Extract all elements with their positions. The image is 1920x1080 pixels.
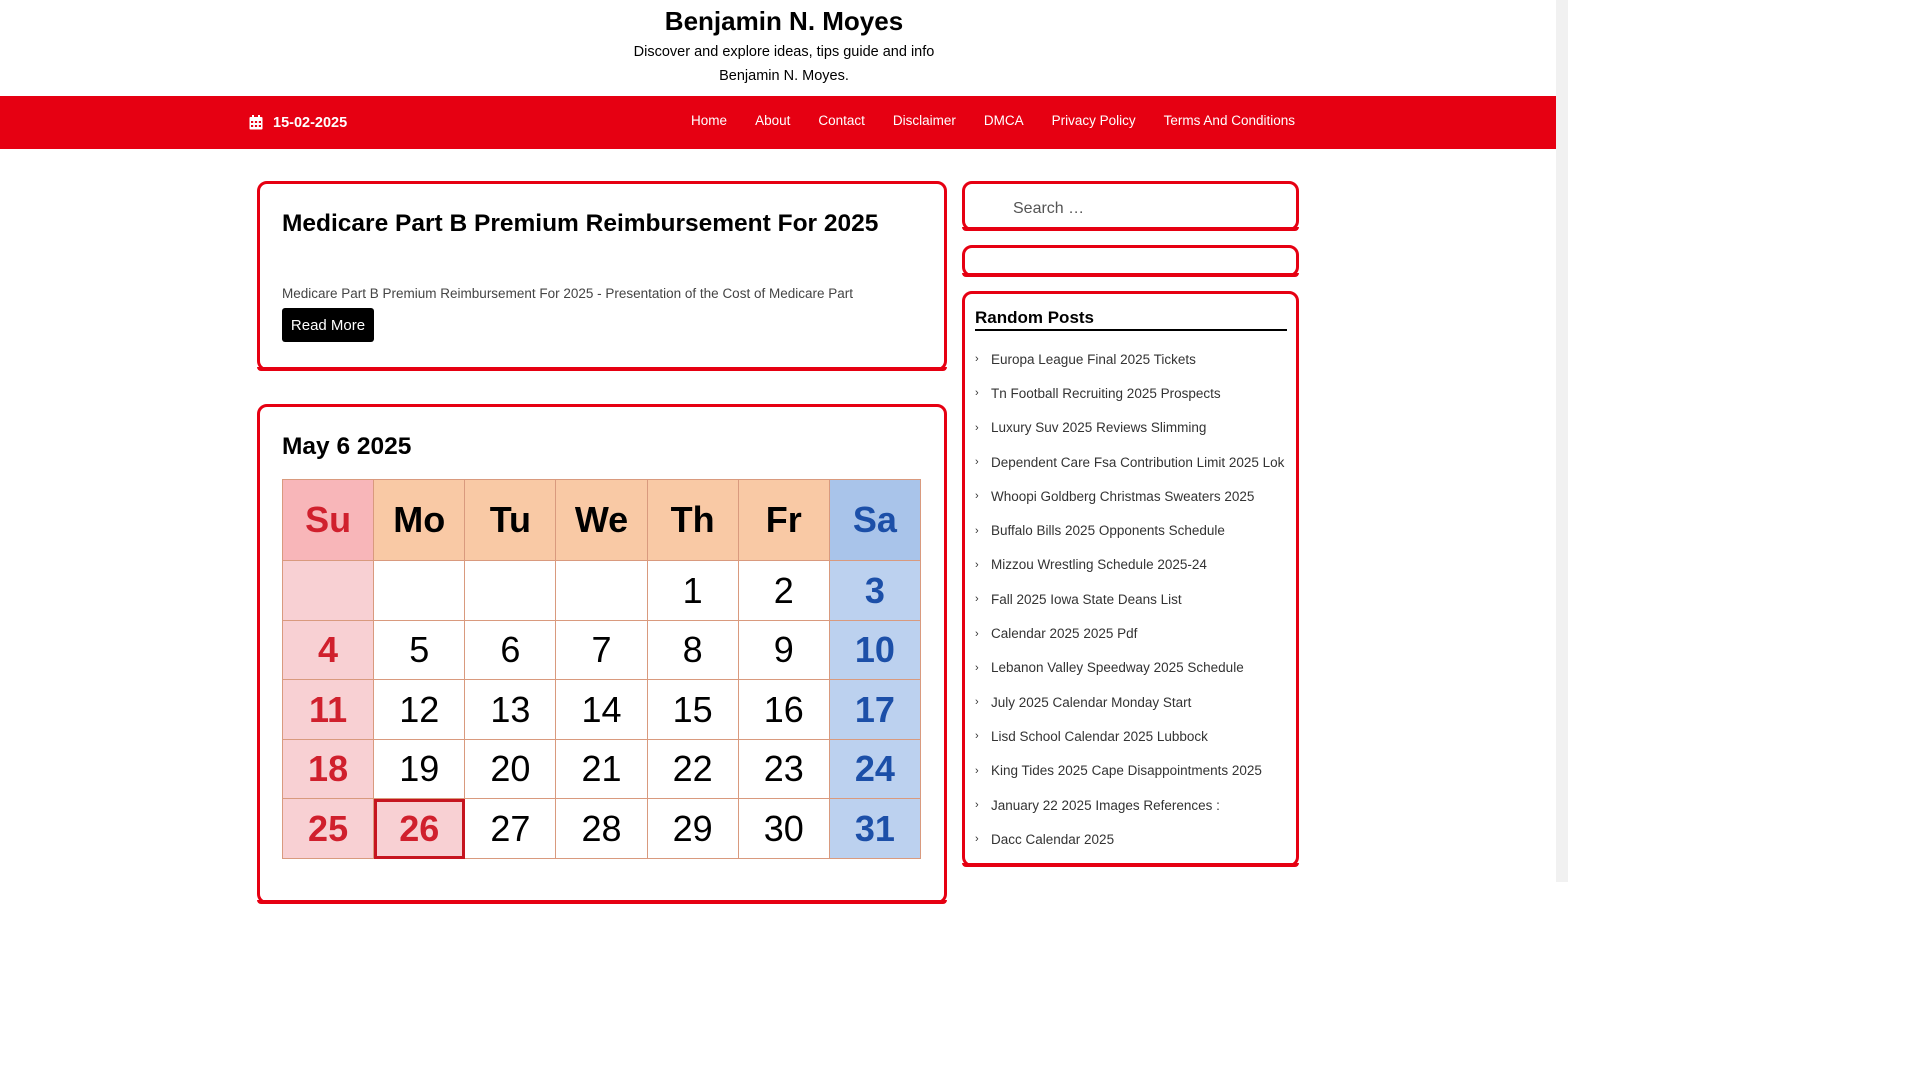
calendar-day <box>283 561 374 621</box>
weekday-label: Tu <box>465 480 556 561</box>
calendar-week <box>283 680 921 740</box>
calendar-day: 13 <box>465 680 556 740</box>
post-excerpt: Medicare Part B Premium Reimbursement For 2025 - Presentation of the Cost of Medicare Part <box>282 286 853 301</box>
nav-privacy-policy[interactable]: Privacy Policy <box>1051 112 1136 128</box>
random-post-link[interactable] <box>975 616 1295 650</box>
search-widget <box>962 181 1299 231</box>
random-post-link[interactable] <box>975 788 1295 822</box>
calendar-day: 8 <box>647 620 738 680</box>
weekday-label: Sa <box>829 480 920 561</box>
chevron-right-icon: › <box>975 456 979 469</box>
calendar-day: 10 <box>829 620 920 680</box>
chevron-right-icon: › <box>975 730 979 743</box>
calendar-day: 12 <box>374 680 465 740</box>
chevron-right-icon: › <box>975 593 979 606</box>
chevron-right-icon: › <box>975 661 979 674</box>
widget-title: Random Posts <box>975 308 1287 331</box>
random-post-label: Tn Football Recruiting 2025 Prospects <box>991 385 1221 401</box>
calendar-day: 17 <box>829 680 920 740</box>
random-post-link[interactable] <box>975 582 1295 616</box>
empty-widget <box>962 245 1299 277</box>
read-more-button[interactable]: Read More <box>282 308 374 342</box>
calendar-day: 4 <box>283 620 374 680</box>
calendar-week <box>283 561 921 621</box>
random-post-link[interactable] <box>975 342 1295 376</box>
calendar-day <box>465 561 556 621</box>
site-title[interactable]: Benjamin N. Moyes <box>664 6 904 36</box>
nav-disclaimer[interactable]: Disclaimer <box>892 112 956 128</box>
random-post-label: Luxury Suv 2025 Reviews Slimming <box>991 420 1207 436</box>
weekday-label: Fr <box>738 480 829 561</box>
calendar-day <box>556 561 647 621</box>
chevron-right-icon: › <box>975 524 979 537</box>
calendar-day: 3 <box>829 561 920 621</box>
nav-terms-and-conditions[interactable]: Terms And Conditions <box>1163 112 1295 128</box>
calendar-day: 6 <box>465 620 556 680</box>
random-posts-widget <box>962 291 1299 867</box>
calendar-weekdays <box>283 480 921 561</box>
chevron-right-icon: › <box>975 387 979 400</box>
search-icon[interactable] <box>987 200 1001 214</box>
nav-home[interactable]: Home <box>691 112 728 128</box>
random-post-label: Europa League Final 2025 Tickets <box>991 351 1196 367</box>
calendar-day: 18 <box>283 739 374 799</box>
site-header <box>0 0 1568 96</box>
random-post-label: Mizzou Wrestling Schedule 2025-24 <box>991 557 1207 573</box>
random-post-label: King Tides 2025 Cape Disappointments 2025 <box>991 763 1262 779</box>
search-input[interactable] <box>1013 196 1273 222</box>
calendar-day: 31 <box>829 799 920 859</box>
calendar-day: 7 <box>556 620 647 680</box>
random-post-label: Lebanon Valley Speedway 2025 Schedule <box>991 660 1244 676</box>
post-thumbnail-calendar[interactable] <box>282 479 921 859</box>
chevron-right-icon: › <box>975 421 979 434</box>
nav-contact[interactable]: Contact <box>818 112 865 128</box>
random-post-link[interactable] <box>975 548 1295 582</box>
calendar-day <box>374 561 465 621</box>
calendar-day: 16 <box>738 680 829 740</box>
post-card <box>257 404 947 904</box>
calendar-day: 19 <box>374 739 465 799</box>
chevron-right-icon: › <box>975 764 979 777</box>
calendar-week <box>283 739 921 799</box>
calendar-icon <box>249 115 263 130</box>
post-title[interactable]: Medicare Part B Premium Reimbursement For 2025 <box>282 210 879 237</box>
chevron-right-icon: › <box>975 627 979 640</box>
random-post-label: Buffalo Bills 2025 Opponents Schedule <box>991 523 1225 539</box>
random-post-label: Lisd School Calendar 2025 Lubbock <box>991 728 1208 744</box>
weekday-label: We <box>556 480 647 561</box>
date-display <box>249 96 347 149</box>
calendar-day: 2 <box>738 561 829 621</box>
calendar-day: 11 <box>283 680 374 740</box>
random-post-label: January 22 2025 Images References : <box>991 797 1220 813</box>
calendar-day: 20 <box>465 739 556 799</box>
weekday-label: Su <box>283 480 374 561</box>
chevron-right-icon: › <box>975 490 979 503</box>
nav-dmca[interactable]: DMCA <box>983 112 1024 128</box>
calendar-day: 27 <box>465 799 556 859</box>
chevron-right-icon: › <box>975 799 979 811</box>
calendar-day: 29 <box>647 799 738 859</box>
random-post-link[interactable] <box>975 651 1295 685</box>
chevron-right-icon: › <box>975 696 979 709</box>
random-post-label: Dacc Calendar 2025 <box>991 831 1115 847</box>
calendar-day: 23 <box>738 739 829 799</box>
random-post-link[interactable] <box>975 685 1295 719</box>
calendar-day: 14 <box>556 680 647 740</box>
random-post-link[interactable] <box>975 513 1295 547</box>
nav-about[interactable]: About <box>755 112 791 128</box>
chevron-right-icon: › <box>975 558 979 571</box>
calendar-day: 9 <box>738 620 829 680</box>
random-post-link[interactable] <box>975 479 1295 513</box>
calendar-day: 25 <box>283 799 374 859</box>
current-date: 15-02-2025 <box>273 114 348 131</box>
random-post-link[interactable] <box>975 376 1295 410</box>
random-post-label: July 2025 Calendar Monday Start <box>991 694 1192 710</box>
calendar-day: 24 <box>829 739 920 799</box>
chevron-right-icon: › <box>975 353 979 366</box>
weekday-label: Th <box>647 480 738 561</box>
random-post-link[interactable] <box>975 719 1295 753</box>
calendar-day: 28 <box>556 799 647 859</box>
calendar-day: 21 <box>556 739 647 799</box>
site-description: Discover and explore ideas, tips guide and info Benjamin N. Moyes. <box>633 44 935 84</box>
random-post-label: Whoopi Goldberg Christmas Sweaters 2025 <box>991 488 1255 504</box>
calendar-day-highlighted: 26 <box>374 799 465 859</box>
random-post-link[interactable] <box>975 754 1295 788</box>
calendar-day: 5 <box>374 620 465 680</box>
random-posts-list <box>975 342 1295 856</box>
post-card <box>257 181 947 371</box>
random-post-label: Dependent Care Fsa Contribution Limit 2025 Lok <box>991 454 1285 470</box>
calendar-day: 1 <box>647 561 738 621</box>
post-title[interactable]: May 6 2025 <box>282 433 412 460</box>
top-navbar <box>0 96 1556 149</box>
weekday-label: Mo <box>374 480 465 561</box>
calendar-grid <box>282 479 921 859</box>
random-post-label: Fall 2025 Iowa State Deans List <box>991 591 1182 607</box>
page-scrollbar[interactable] <box>1556 0 1568 882</box>
calendar-day: 22 <box>647 739 738 799</box>
calendar-week <box>283 620 921 680</box>
calendar-day: 15 <box>647 680 738 740</box>
main-menu <box>663 96 1295 144</box>
random-post-link[interactable] <box>975 411 1295 445</box>
calendar-week <box>283 799 921 859</box>
random-post-label: Calendar 2025 2025 Pdf <box>991 626 1138 642</box>
chevron-right-icon: › <box>975 833 979 846</box>
calendar-day: 30 <box>738 799 829 859</box>
random-post-link[interactable] <box>975 822 1295 856</box>
random-post-link[interactable] <box>975 445 1295 479</box>
